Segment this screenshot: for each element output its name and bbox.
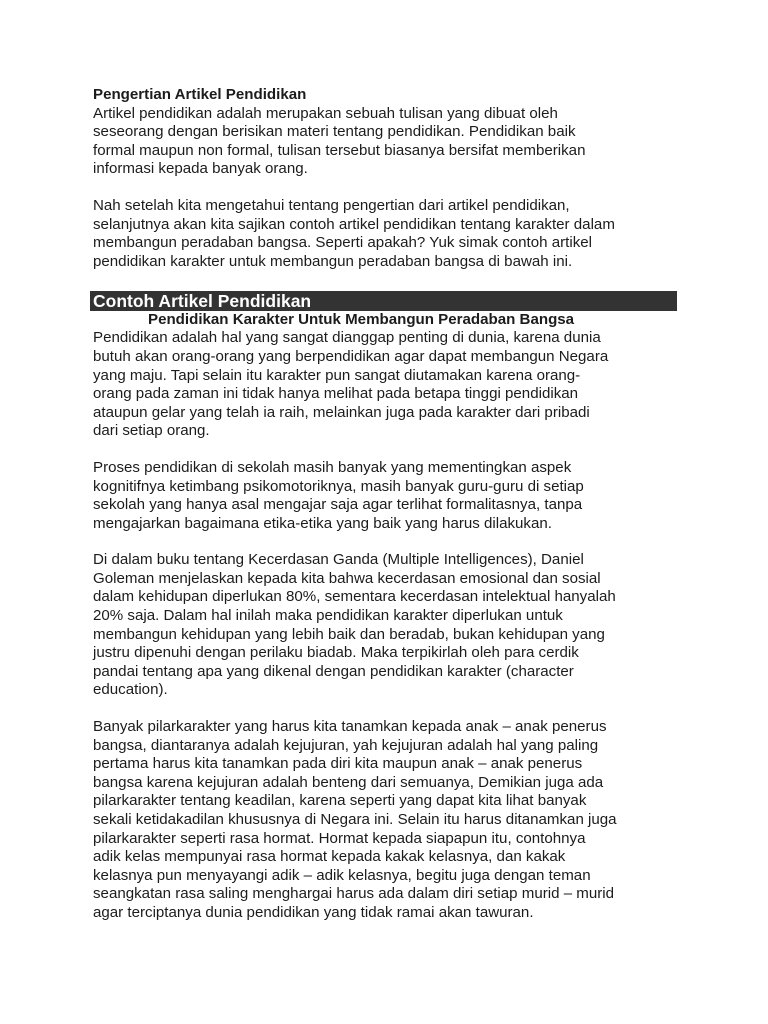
article-paragraph-2: Proses pendidikan di sekolah masih banyak yang mementingkan aspek kognitifnya ketimbang psikomotoriknya, masih banyak guru-guru di setiap sekolah yang hanya asal mengajar saja agar terlihat formalitasnya, tanpa mengajarkan bagaimana etika-etika yang baik yang harus dilakukan. bbox=[93, 458, 584, 532]
paragraph-gap bbox=[93, 441, 683, 459]
intro-paragraph-1: Artikel pendidikan adalah merupakan sebuah tulisan yang dibuat oleh seseorang dengan berisikan materi tentang pendidikan. Pendidikan baik formal maupun non formal, tulisan tersebut biasanya bersifat memberikan informasi kepada banyak orang. bbox=[93, 104, 586, 178]
paragraph-gap bbox=[93, 271, 683, 291]
article-subtitle: Pendidikan Karakter Untuk Membangun Peradaban Bangsa bbox=[148, 311, 575, 329]
document-page bbox=[93, 86, 683, 923]
paragraph-gap bbox=[93, 533, 683, 551]
article-paragraph-1: Pendidikan adalah hal yang sangat dianggap penting di dunia, karena dunia butuh akan orang-orang yang berpendidikan agar dapat membangun Negara yang maju. Tapi selain itu karakter pun sangat diutamakan karena orang- orang pada zaman ini tidak hanya melihat pada betapa tinggi pendidikan ataupun gelar yang telah ia raih, melainkan juga pada karakter dari pribadi dari setiap orang. bbox=[93, 329, 609, 440]
paragraph-gap bbox=[93, 179, 683, 197]
intro-paragraph-2: Nah setelah kita mengetahui tentang pengertian dari artikel pendidikan, selanjutnya akan kita sajikan contoh artikel pendidikan tentang karakter dalam membangun peradaban bangsa. Seperti apakah? Yuk simak contoh artikel pendidikan karakter untuk membangun peradaban bangsa di bawah ini. bbox=[93, 196, 615, 270]
paragraph-gap bbox=[93, 700, 683, 718]
article-paragraph-4: Banyak pilarkarakter yang harus kita tanamkan kepada anak – anak penerus bangsa, diantaranya adalah kejujuran, yah kejujuran adalah hal yang paling pertama harus kita tanamkan pada diri kita maupun anak – anak penerus bangsa karena kejujuran adalah benteng dari semuanya, Demikian juga ada pilarkarakter tentang keadilan, karena seperti yang dapat kita lihat banyak sekali ketidakadilan khususnya di Negara ini. Selain itu harus ditanamkan juga pilarkarakter seperti rasa hormat. Hormat kepada siapapun itu, contohnya adik kelas mempunyai rasa hormat kepada kakak kelasnya, dan kakak kelasnya pun menyayangi adik – adik kelasnya, begitu juga dengan teman seangkatan rasa saling menghargai harus ada dalam diri setiap murid – murid agar terciptanya dunia pendidikan yang tidak ramai akan tawuran. bbox=[93, 718, 617, 921]
section-title: Contoh Artikel Pendidikan bbox=[90, 291, 677, 311]
intro-heading: Pengertian Artikel Pendidikan bbox=[93, 86, 307, 103]
article-paragraph-3: Di dalam buku tentang Kecerdasan Ganda (Multiple Intelligences), Daniel Goleman menjelaskan kepada kita bahwa kecerdasan emosional dan sosial dalam kehidupan diperlukan 80%, sementara kecerdasan intelektual hanyalah 20% saja. Dalam hal inilah maka pendidikan karakter diperlukan untuk membangun kehidupan yang lebih baik dan beradab, bukan kehidupan yang justru dipenuhi dengan perilaku biadab. Maka terpikirlah oleh para cerdik pandai tentang apa yang dikenal dengan pendidikan karakter (character education). bbox=[93, 551, 616, 699]
